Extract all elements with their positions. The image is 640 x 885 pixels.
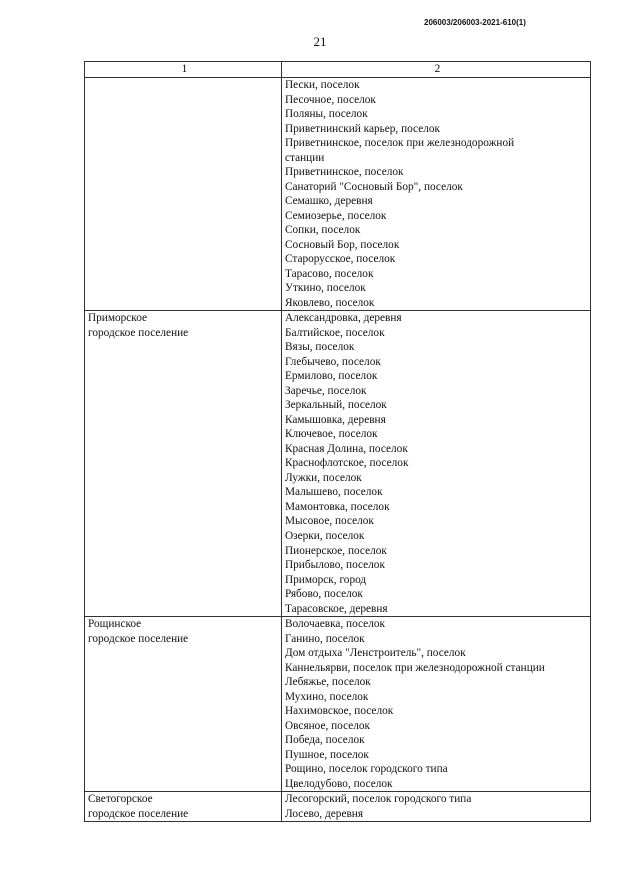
settlement-line: станции bbox=[285, 151, 325, 164]
settlement-line: Ермилово, поселок bbox=[285, 370, 378, 383]
region-cell bbox=[85, 78, 282, 311]
settlement-line: Овсяное, поселок bbox=[285, 719, 371, 732]
settlement-line: Пионерское, поселок bbox=[285, 544, 387, 557]
settlement-line: Сосновый Бор, поселок bbox=[285, 238, 400, 251]
table-row bbox=[85, 792, 591, 822]
settlement-line: Заречье, поселок bbox=[285, 384, 367, 397]
settlement-line: Глебычево, поселок bbox=[285, 355, 381, 368]
settlement-line: Мысовое, поселок bbox=[285, 515, 374, 528]
settlement-line: Дом отдыха "Ленстроитель", поселок bbox=[285, 647, 466, 660]
settlement-line: Лебяжье, поселок bbox=[285, 676, 371, 689]
settlement-line: Прибылово, поселок bbox=[285, 559, 385, 572]
settlement-line: Приветнинский карьер, поселок bbox=[285, 122, 440, 135]
settlement-line: Волочаевка, поселок bbox=[285, 618, 385, 631]
settlement-line: Мухино, поселок bbox=[285, 690, 369, 703]
page-number: 21 bbox=[313, 34, 327, 49]
settlement-line: Тарасовское, деревня bbox=[285, 602, 388, 615]
table-row bbox=[85, 311, 591, 617]
region-name-line: Светогорское bbox=[88, 793, 153, 806]
settlement-line: Ганино, поселок bbox=[285, 632, 365, 645]
region-name-line: Приморское bbox=[88, 312, 148, 325]
settlement-line: Приморск, город bbox=[285, 573, 367, 586]
settlement-line: Тарасово, поселок bbox=[285, 267, 374, 280]
column-header-1: 1 bbox=[85, 62, 282, 78]
settlements-table bbox=[84, 61, 591, 822]
settlement-line: Малышево, поселок bbox=[285, 486, 383, 499]
settlement-line: Яковлево, поселок bbox=[285, 296, 375, 309]
region-name-line: городское поселение bbox=[88, 632, 189, 645]
settlement-line: Балтийское, поселок bbox=[285, 326, 385, 339]
settlement-line: Мамонтовка, поселок bbox=[285, 500, 390, 513]
region-name-line: городское поселение bbox=[88, 326, 189, 339]
settlement-line: Победа, поселок bbox=[285, 734, 365, 747]
settlement-line: Красная Долина, поселок bbox=[285, 442, 408, 455]
settlement-line: Пушное, поселок bbox=[285, 748, 369, 761]
document-id: 206003/206003-2021-610(1) bbox=[424, 18, 526, 27]
settlement-line: Санаторий "Сосновый Бор", поселок bbox=[285, 180, 463, 193]
settlement-line: Рябово, поселок bbox=[285, 588, 363, 601]
settlement-line: Лужки, поселок bbox=[285, 471, 362, 484]
settlement-line: Краснофлотское, поселок bbox=[285, 457, 409, 470]
settlement-line: Рощино, поселок городского типа bbox=[285, 763, 448, 776]
table-row bbox=[85, 78, 591, 311]
table-body bbox=[85, 78, 591, 822]
region-cell bbox=[85, 617, 282, 792]
settlement-line: Сопки, поселок bbox=[285, 224, 361, 237]
settlement-line: Семашко, деревня bbox=[285, 195, 373, 208]
table-header-row bbox=[85, 62, 591, 78]
settlement-line: Приветнинское, поселок bbox=[285, 166, 404, 179]
region-name-line: Рощинское bbox=[88, 618, 142, 631]
settlement-line: Семиозерье, поселок bbox=[285, 209, 387, 222]
settlement-line: Озерки, поселок bbox=[285, 529, 365, 542]
settlement-line: Песочное, поселок bbox=[285, 93, 376, 106]
table-row bbox=[85, 617, 591, 792]
region-cell bbox=[85, 311, 282, 617]
settlement-line: Александровка, деревня bbox=[285, 312, 402, 325]
settlement-line: Лосево, деревня bbox=[285, 807, 364, 820]
settlement-line: Ключевое, поселок bbox=[285, 428, 378, 441]
settlement-line: Лесогорский, поселок городского типа bbox=[285, 793, 472, 806]
settlement-line: Старорусское, поселок bbox=[285, 253, 396, 266]
region-name-line: городское поселение bbox=[88, 807, 189, 820]
settlement-line: Поляны, поселок bbox=[285, 108, 368, 121]
settlements-cell bbox=[282, 78, 591, 311]
settlements-cell bbox=[282, 792, 591, 822]
settlement-line: Нахимовское, поселок bbox=[285, 705, 394, 718]
settlement-line: Пески, поселок bbox=[285, 79, 360, 91]
settlement-line: Вязы, поселок bbox=[285, 341, 355, 354]
settlement-line: Зеркальный, поселок bbox=[285, 399, 387, 412]
settlement-line: Цвелодубово, поселок bbox=[285, 777, 393, 790]
settlements-cell bbox=[282, 311, 591, 617]
settlement-line: Каннельярви, поселок при железнодорожной станции bbox=[285, 661, 545, 674]
column-header-2: 2 bbox=[282, 62, 591, 78]
region-cell bbox=[85, 792, 282, 822]
settlement-line: Уткино, поселок bbox=[285, 282, 366, 295]
settlement-line: Приветнинское, поселок при железнодорожной bbox=[285, 137, 515, 150]
settlements-cell bbox=[282, 617, 591, 792]
settlement-line: Камышовка, деревня bbox=[285, 413, 386, 426]
